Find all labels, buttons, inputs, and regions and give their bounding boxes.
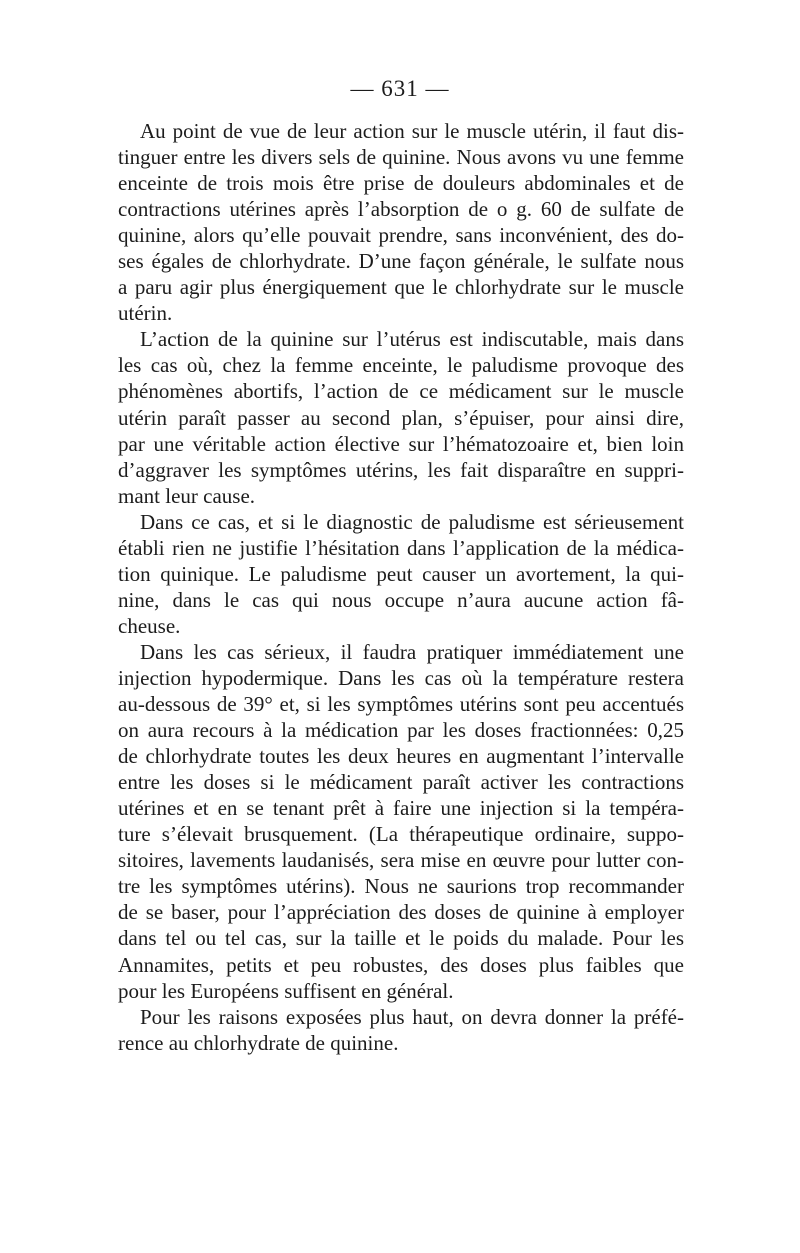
text-line: rence au chlorhydrate de quinine.: [118, 1030, 399, 1055]
paragraph-3: [118, 509, 684, 639]
text-line: Dans les cas sérieux, il faudra pratiquer immédiatement une: [140, 639, 684, 664]
text-line: Pour les raisons exposées plus haut, on devra donner la préfé-: [140, 1004, 684, 1029]
text-line: enceinte de trois mois être prise de douleurs abdominales et de: [118, 171, 684, 196]
text-line: L’action de la quinine sur l’utérus est indiscutable, mais dans: [140, 327, 684, 352]
text-line: utérin paraît passer au second plan, s’épuiser, pour ainsi dire,: [118, 405, 684, 430]
text-line: mant leur cause.: [118, 483, 256, 508]
paragraph-4: [118, 639, 684, 1004]
paragraph-1: [118, 118, 684, 326]
text-line: on aura recours à la médication par les doses fractionnées: 0,25: [118, 718, 684, 743]
text-line: pour les Européens suffisent en général.: [118, 978, 454, 1003]
text-line: phénomènes abortifs, l’action de ce médicament sur le muscle: [118, 379, 684, 404]
page-number: — 631 —: [350, 76, 450, 101]
text-line: quinine, alors qu’elle pouvait prendre, sans inconvénient, des do-: [118, 223, 684, 248]
text-line: Au point de vue de leur action sur le muscle utérin, il faut dis-: [140, 119, 684, 143]
body-text: [118, 118, 684, 1056]
text-line: injection hypodermique. Dans les cas où la température restera: [118, 665, 684, 690]
text-line: contractions utérines après l’absorption de o g. 60 de sulfate de: [118, 197, 684, 222]
text-line: utérin.: [118, 301, 173, 326]
text-line: les cas où, chez la femme enceinte, le paludisme provoque des: [118, 353, 684, 378]
text-line: entre les doses si le médicament paraît activer les contractions: [118, 770, 684, 795]
paragraph-2: [118, 326, 684, 508]
text-line: tion quinique. Le paludisme peut causer un avortement, la qui-: [118, 561, 684, 586]
text-line: de se baser, pour l’appréciation des doses de quinine à employer: [118, 900, 684, 925]
text-line: utérines et en se tenant prêt à faire une injection si la tempéra-: [118, 796, 684, 821]
text-line: sitoires, lavements laudanisés, sera mise en œuvre pour lutter con-: [118, 848, 684, 873]
text-line: établi rien ne justifie l’hésitation dans l’application de la médica-: [118, 535, 684, 560]
text-line: ture s’élevait brusquement. (La thérapeutique ordinaire, suppo-: [118, 822, 684, 847]
text-line: cheuse.: [118, 613, 181, 638]
text-line: de chlorhydrate toutes les deux heures en augmentant l’intervalle: [118, 744, 684, 769]
text-line: tinguer entre les divers sels de quinine. Nous avons vu une femme: [118, 145, 684, 170]
text-line: Dans ce cas, et si le diagnostic de paludisme est sérieusement: [140, 509, 684, 534]
text-line: nine, dans le cas qui nous occupe n’aura aucune action fâ-: [118, 587, 684, 612]
text-line: au-dessous de 39° et, si les symptômes utérins sont peu accentués: [118, 692, 684, 717]
text-line: dans tel ou tel cas, sur la taille et le poids du malade. Pour les: [118, 926, 684, 951]
paragraph-5: [118, 1004, 684, 1056]
text-line: d’aggraver les symptômes utérins, les fait disparaître en suppri-: [118, 457, 684, 482]
text-line: par une véritable action élective sur l’hématozoaire et, bien loin: [118, 431, 684, 456]
text-line: ses égales de chlorhydrate. D’une façon générale, le sulfate nous: [118, 249, 684, 274]
text-line: Annamites, petits et peu robustes, des doses plus faibles que: [118, 952, 684, 977]
text-line: a paru agir plus énergiquement que le chlorhydrate sur le muscle: [118, 275, 684, 300]
text-line: tre les symptômes utérins). Nous ne saurions trop recommander: [118, 874, 684, 899]
